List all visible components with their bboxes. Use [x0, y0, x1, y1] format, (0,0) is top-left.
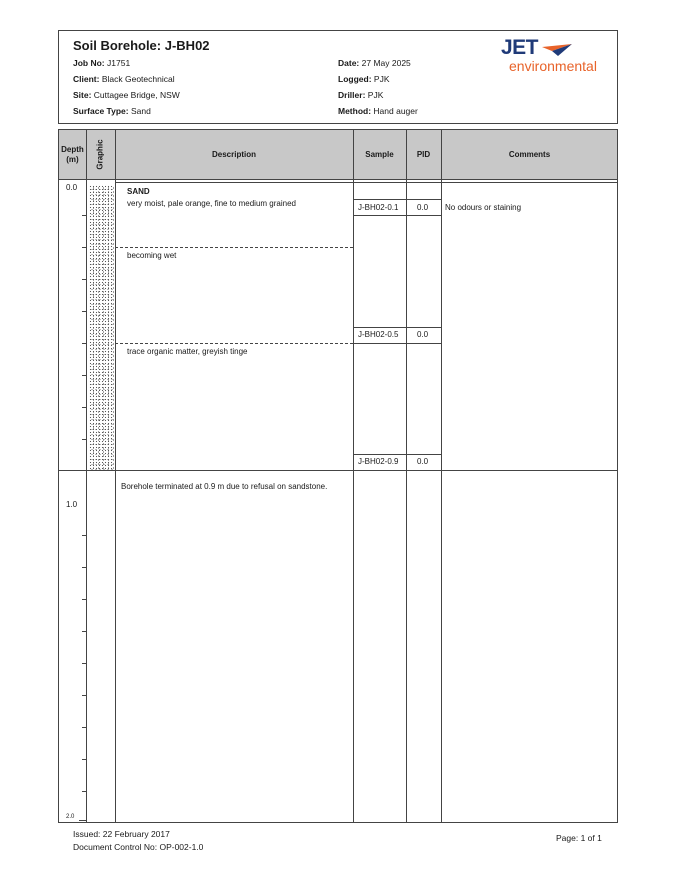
- stratum-description: becoming wet: [127, 251, 177, 260]
- col-depth-header: Depth (m): [61, 144, 84, 164]
- logged-field: Logged: PJK: [338, 74, 390, 84]
- col-pid-header: PID: [416, 150, 431, 159]
- date-field: Date: 27 May 2025: [338, 58, 411, 68]
- sand-graphic-pattern: [89, 185, 114, 471]
- issued-date: Issued: 22 February 2017: [73, 829, 170, 839]
- document-control-number: Document Control No: OP-002-1.0: [73, 842, 204, 852]
- stratum-description: very moist, pale orange, fine to medium grained: [127, 199, 296, 208]
- header-box: [58, 30, 618, 124]
- client-field: Client: Black Geotechnical: [73, 74, 175, 84]
- pid-value: 0.0: [417, 457, 429, 466]
- col-comments-header: Comments: [508, 150, 551, 159]
- site-field: Site: Cuttagee Bridge, NSW: [73, 90, 180, 100]
- depth-label: 0.0: [66, 183, 78, 192]
- col-sample-header: Sample: [365, 150, 394, 159]
- sample-id: J-BH02-0.1: [358, 203, 399, 212]
- col-graphic-header: Graphic: [96, 139, 106, 170]
- pid-value: 0.0: [417, 203, 429, 212]
- sample-id: J-BH02-0.5: [358, 330, 399, 339]
- sample-id: J-BH02-0.9: [358, 457, 399, 466]
- col-description-header: Description: [211, 150, 256, 159]
- stratum-title: SAND: [127, 187, 150, 196]
- job-no-field: Job No: J1751: [73, 58, 131, 68]
- page-title: Soil Borehole: J-BH02: [73, 38, 210, 53]
- depth-label: 2.0: [66, 814, 75, 820]
- pid-value: 0.0: [417, 330, 429, 339]
- plane-icon: [542, 44, 572, 56]
- stratum-description: trace organic matter, greyish tinge: [127, 347, 248, 356]
- driller-field: Driller: PJK: [338, 90, 384, 100]
- borehole-log-table: [58, 129, 618, 823]
- surface-type-field: Surface Type: Sand: [73, 106, 151, 116]
- page-number: Page: 1 of 1: [556, 833, 602, 843]
- termination-note: Borehole terminated at 0.9 m due to refusal on sandstone.: [121, 482, 328, 491]
- sample-comment: No odours or staining: [445, 203, 522, 212]
- method-field: Method: Hand auger: [338, 106, 418, 116]
- depth-label: 1.0: [66, 500, 78, 509]
- company-logo: JET environmental: [501, 36, 597, 74]
